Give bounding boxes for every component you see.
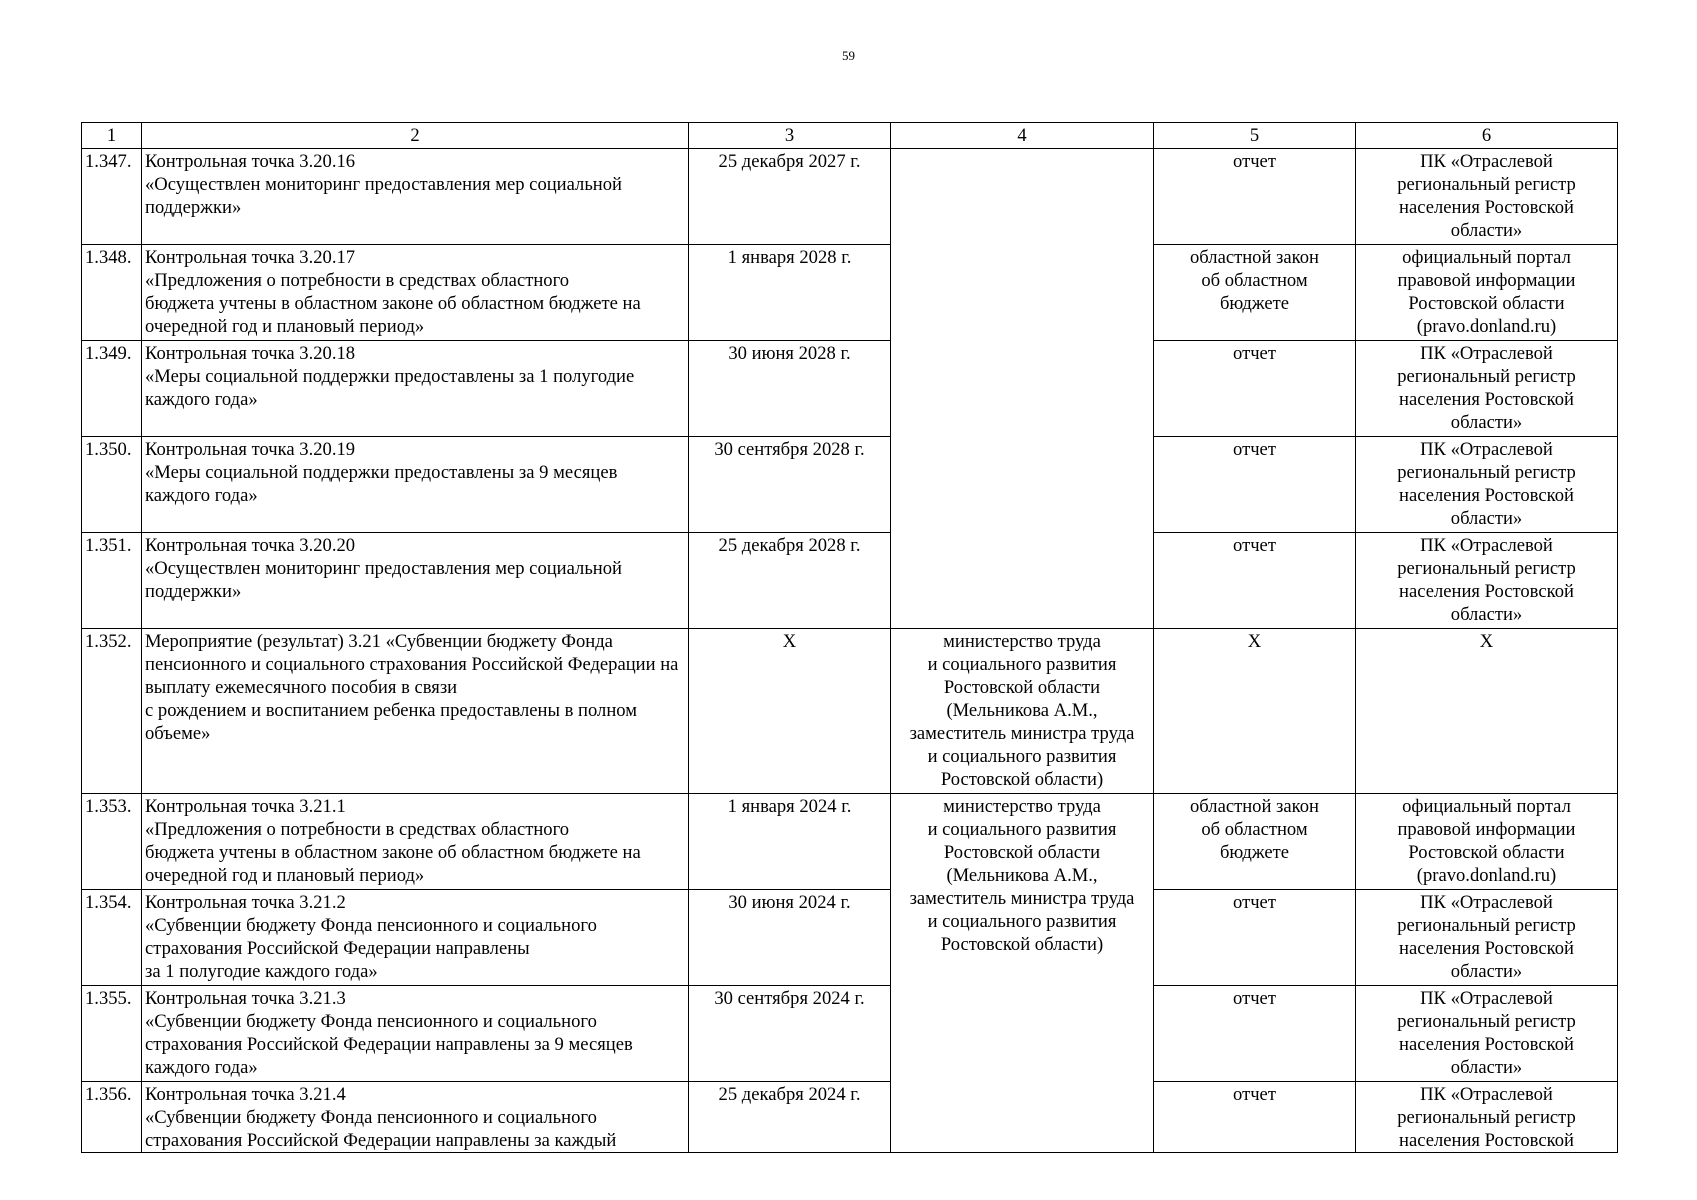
column-header: 1 xyxy=(82,123,142,149)
row-document: отчет xyxy=(1154,341,1356,437)
table-row xyxy=(82,794,1618,890)
table-row xyxy=(82,533,1618,629)
row-source: ПК «Отраслевой региональный регистр населения Ростовской области» xyxy=(1356,986,1618,1082)
row-responsible: министерство труда и социального развития Ростовской области (Мельникова А.М., заместитель министра труда и социального развития Ростовской области) xyxy=(891,629,1154,794)
row-name: Контрольная точка 3.21.1 «Предложения о потребности в средствах областного бюджета учтены в областном законе об областном бюджете на очередной год и плановый период» xyxy=(142,794,689,890)
row-source: ПК «Отраслевой региональный регистр населения Ростовской xyxy=(1356,1082,1618,1153)
row-number: 1.356. xyxy=(82,1082,142,1153)
row-source: ПК «Отраслевой региональный регистр населения Ростовской области» xyxy=(1356,437,1618,533)
column-header: 6 xyxy=(1356,123,1618,149)
row-number: 1.353. xyxy=(82,794,142,890)
row-date: 25 декабря 2028 г. xyxy=(689,533,891,629)
plan-table xyxy=(81,122,1618,1153)
row-name: Контрольная точка 3.20.20 «Осуществлен мониторинг предоставления мер социальной поддержки» xyxy=(142,533,689,629)
row-date: X xyxy=(689,629,891,794)
row-document: отчет xyxy=(1154,533,1356,629)
row-date: 30 сентября 2028 г. xyxy=(689,437,891,533)
row-responsible: министерство труда и социального развития Ростовской области (Мельникова А.М., заместитель министра труда и социального развития Ростовской области) xyxy=(891,794,1154,1153)
row-source: ПК «Отраслевой региональный регистр населения Ростовской области» xyxy=(1356,890,1618,986)
page-number: 59 xyxy=(842,48,855,63)
row-name: Контрольная точка 3.20.17 «Предложения о потребности в средствах областного бюджета учтены в областном законе об областном бюджете на очередной год и плановый период» xyxy=(142,245,689,341)
row-source: ПК «Отраслевой региональный регистр населения Ростовской области» xyxy=(1356,149,1618,245)
row-number: 1.347. xyxy=(82,149,142,245)
row-number: 1.350. xyxy=(82,437,142,533)
row-date: 25 декабря 2024 г. xyxy=(689,1082,891,1153)
row-name: Контрольная точка 3.20.16 «Осуществлен мониторинг предоставления мер социальной поддержки» xyxy=(142,149,689,245)
table-row xyxy=(82,1082,1618,1153)
row-name: Контрольная точка 3.21.4 «Субвенции бюджету Фонда пенсионного и социального страхования Российской Федерации направлены за каждый xyxy=(142,1082,689,1153)
table-row xyxy=(82,341,1618,437)
table-row xyxy=(82,437,1618,533)
row-date: 30 июня 2024 г. xyxy=(689,890,891,986)
row-name: Контрольная точка 3.20.18 «Меры социальной поддержки предоставлены за 1 полугодие каждого года» xyxy=(142,341,689,437)
row-document: отчет xyxy=(1154,149,1356,245)
row-date: 25 декабря 2027 г. xyxy=(689,149,891,245)
row-source: официальный портал правовой информации Ростовской области (pravo.donland.ru) xyxy=(1356,245,1618,341)
row-date: 1 января 2028 г. xyxy=(689,245,891,341)
row-document: областной закон об областном бюджете xyxy=(1154,245,1356,341)
row-number: 1.349. xyxy=(82,341,142,437)
row-document: отчет xyxy=(1154,986,1356,1082)
row-source: ПК «Отраслевой региональный регистр населения Ростовской области» xyxy=(1356,341,1618,437)
row-number: 1.354. xyxy=(82,890,142,986)
row-date: 1 января 2024 г. xyxy=(689,794,891,890)
table-row xyxy=(82,890,1618,986)
row-name: Контрольная точка 3.20.19 «Меры социальной поддержки предоставлены за 9 месяцев каждого года» xyxy=(142,437,689,533)
row-responsible-empty xyxy=(891,149,1154,629)
row-document: областной закон об областном бюджете xyxy=(1154,794,1356,890)
table-row xyxy=(82,149,1618,245)
table-row xyxy=(82,629,1618,794)
column-number-header xyxy=(82,123,1618,149)
row-source: X xyxy=(1356,629,1618,794)
row-name: Контрольная точка 3.21.2 «Субвенции бюджету Фонда пенсионного и социального страхования Российской Федерации направлены за 1 полугодие каждого года» xyxy=(142,890,689,986)
row-date: 30 сентября 2024 г. xyxy=(689,986,891,1082)
column-header: 3 xyxy=(689,123,891,149)
column-header: 4 xyxy=(891,123,1154,149)
row-document: отчет xyxy=(1154,890,1356,986)
row-document: отчет xyxy=(1154,1082,1356,1153)
table-row xyxy=(82,986,1618,1082)
row-number: 1.355. xyxy=(82,986,142,1082)
row-source: ПК «Отраслевой региональный регистр населения Ростовской области» xyxy=(1356,533,1618,629)
row-document: отчет xyxy=(1154,437,1356,533)
column-header: 2 xyxy=(142,123,689,149)
row-number: 1.348. xyxy=(82,245,142,341)
table-row xyxy=(82,245,1618,341)
row-name: Мероприятие (результат) 3.21 «Субвенции бюджету Фонда пенсионного и социального страхования Российской Федерации на выплату ежемесячного пособия в связи с рождением и воспитанием ребенка предоставлены в полном объеме» xyxy=(142,629,689,794)
row-source: официальный портал правовой информации Ростовской области (pravo.donland.ru) xyxy=(1356,794,1618,890)
row-date: 30 июня 2028 г. xyxy=(689,341,891,437)
column-header: 5 xyxy=(1154,123,1356,149)
row-number: 1.352. xyxy=(82,629,142,794)
row-document: X xyxy=(1154,629,1356,794)
row-number: 1.351. xyxy=(82,533,142,629)
row-name: Контрольная точка 3.21.3 «Субвенции бюджету Фонда пенсионного и социального страхования Российской Федерации направлены за 9 месяцев каждого года» xyxy=(142,986,689,1082)
